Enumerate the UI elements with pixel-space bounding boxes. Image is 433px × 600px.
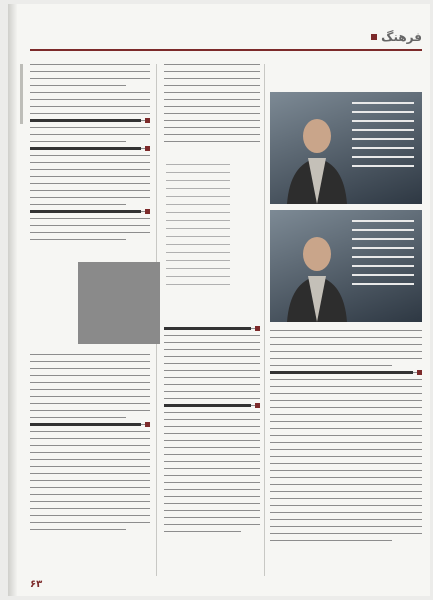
interview-photo-top [270, 92, 422, 204]
interview-photo-bottom [270, 210, 422, 322]
person-figure [282, 112, 352, 204]
subheading [164, 405, 260, 406]
subheading [30, 211, 150, 212]
magazine-page [8, 4, 430, 596]
photo-caption [352, 102, 414, 174]
subheading [164, 328, 260, 329]
header-rule [30, 49, 422, 51]
subheading [270, 372, 422, 373]
page-header [371, 30, 422, 44]
section-title: فرهنگ [381, 30, 422, 44]
pull-quote [166, 164, 230, 310]
left-column [30, 64, 150, 246]
person-figure [282, 230, 352, 322]
column-divider [264, 64, 265, 576]
page-number: ۶۳ [30, 579, 43, 590]
section-mark [371, 34, 377, 40]
photo-caption [352, 220, 414, 292]
page-spine [8, 4, 17, 596]
middle-column-lower [164, 322, 260, 538]
subheading [30, 148, 150, 149]
middle-column [164, 64, 260, 148]
right-column [270, 330, 422, 547]
article-inline-photo [78, 262, 160, 344]
left-column-lower [30, 354, 150, 536]
subheading [30, 120, 150, 121]
subheading [30, 424, 150, 425]
side-strip-text [20, 64, 23, 124]
side-strip [18, 64, 24, 184]
